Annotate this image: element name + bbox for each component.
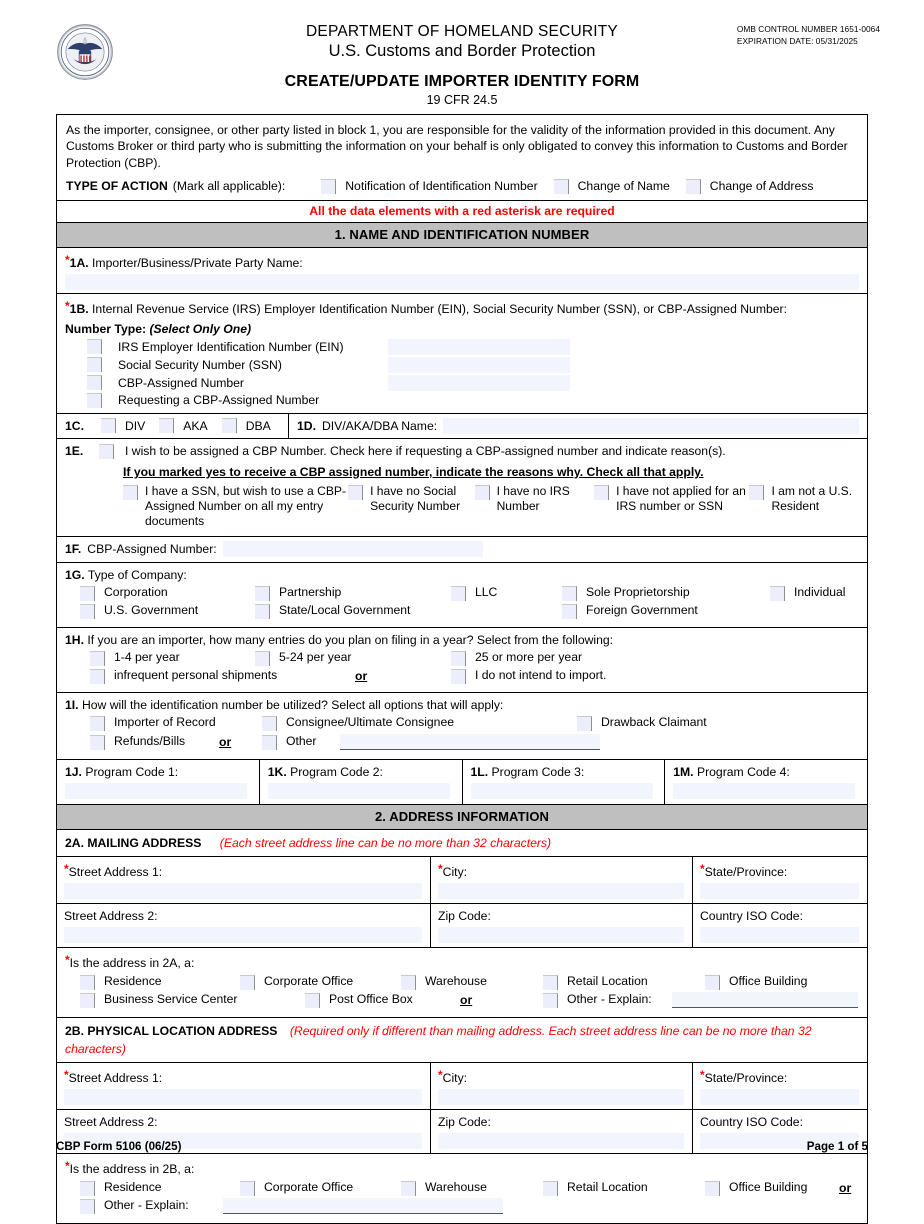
addr2b-other [80, 1198, 189, 1214]
label-1-4-per-year: 1-4 per year [114, 649, 180, 664]
label-div: DIV [124, 418, 146, 433]
label-individual: Individual [794, 584, 846, 599]
checkbox-infrequent-personal-shipments[interactable] [90, 669, 105, 684]
agency-line-2: U.S. Customs and Border Protection [328, 42, 596, 60]
checkbox-foreign-government[interactable] [562, 604, 577, 619]
label-reason-not-us-resident: I am not a U.S. Resident [771, 483, 853, 514]
label-1i-or: or [219, 734, 232, 749]
input-1m-program-code-4[interactable] [673, 783, 855, 799]
entries-25-or-more [451, 650, 582, 666]
number-type-option-ein [65, 339, 859, 355]
use-other [262, 734, 316, 750]
checkbox-change-of-name[interactable] [554, 179, 569, 194]
label-us-government: U.S. Government [104, 602, 199, 617]
input-1f-cbp-assigned-number[interactable] [223, 541, 483, 557]
label-2b-residence: Residence [104, 1179, 162, 1194]
field-1m-program-code-4 [665, 760, 867, 804]
label-reason-not-applied: I have not applied for an IRS number or SSN [616, 483, 746, 514]
checkbox-1-4-per-year[interactable] [90, 651, 105, 666]
required-asterisk: * [65, 298, 70, 313]
label-ssn: Social Security Number (SSN) [118, 357, 282, 372]
checkbox-2b-office-building[interactable] [705, 1181, 720, 1196]
page-header [0, 0, 924, 105]
required-asterisk-notice: All the data elements with a red asterisk are required [57, 201, 867, 223]
input-cbp-assigned-number[interactable] [388, 375, 570, 391]
label-1m-num: 1M. [673, 764, 694, 779]
input-2b-city[interactable] [438, 1089, 684, 1105]
row-program-codes [57, 760, 867, 805]
action-label-notification: Notification of Identification Number [345, 179, 538, 194]
label-1e-statement: I wish to be assigned a CBP Number. Check here if requesting a CBP-assigned number and indicate reason(s). [125, 443, 726, 458]
checkbox-2b-retail-location[interactable] [543, 1181, 558, 1196]
company-type-sole-proprietorship [562, 585, 690, 601]
addr2a-warehouse [401, 974, 487, 990]
form-id: CBP Form 5106 (06/25) [56, 1140, 182, 1153]
label-2a-business-service-center: Business Service Center [104, 991, 238, 1006]
field-2b-city: *City: [431, 1063, 693, 1109]
input-2b-state[interactable] [700, 1089, 859, 1105]
field-1f-cbp-assigned-number [57, 537, 867, 563]
use-importer-of-record [90, 715, 216, 731]
label-infrequent-personal-shipments: infrequent personal shipments [114, 667, 278, 682]
field-2a-zip [431, 904, 693, 947]
field-1h-entries-per-year [57, 628, 867, 693]
checkbox-25-or-more-per-year[interactable] [451, 651, 466, 666]
checkbox-state-local-government[interactable] [255, 604, 270, 619]
label-partnership: Partnership [279, 584, 342, 599]
checkbox-ssn[interactable] [87, 357, 102, 372]
checkbox-2a-retail-location[interactable] [543, 975, 558, 990]
label-2a-residence: Residence [104, 973, 162, 988]
input-ein[interactable] [388, 339, 570, 355]
checkbox-llc[interactable] [451, 586, 466, 601]
input-1i-other[interactable] [340, 734, 600, 750]
label-cbp-assigned-number: CBP-Assigned Number [118, 375, 244, 390]
input-1j-program-code-1[interactable] [65, 783, 247, 799]
label-2a-zip: Zip Code: [438, 908, 491, 923]
label-foreign-government: Foreign Government [586, 602, 698, 617]
addr2b-office-building [705, 1180, 807, 1196]
label-2b-other: Other - Explain: [104, 1197, 189, 1212]
addr2a-corporate-office [240, 974, 353, 990]
label-1h-text: If you are an importer, how many entries do you plan on filing in a year? Select from the following: [87, 632, 614, 647]
field-2a-state: *State/Province: [693, 857, 867, 903]
label-reason-no-irs: I have no IRS Number [496, 483, 570, 514]
label-reason-no-ssn: I have no Social Security Number [370, 483, 461, 514]
type-of-action-sub: (Mark all applicable): [172, 179, 286, 194]
addr2a-post-office-box [305, 992, 413, 1008]
input-1l-program-code-3[interactable] [471, 783, 653, 799]
input-2a-state[interactable] [700, 883, 859, 899]
field-1e-cbp-number-request [57, 439, 867, 537]
label-2b-country: Country ISO Code: [700, 1114, 803, 1129]
label-2a-warehouse: Warehouse [425, 973, 487, 988]
label-2b-type-question: Is the address in 2B, a: [69, 1161, 195, 1176]
company-type-llc [451, 585, 497, 601]
checkbox-cbp-assigned-number[interactable] [87, 375, 102, 390]
company-type-state-local-government [255, 603, 410, 619]
label-2a-corporate-office: Corporate Office [264, 973, 354, 988]
required-asterisk: * [65, 252, 70, 267]
field-2b-state: *State/Province: [693, 1063, 867, 1109]
label-requesting-cbp-assigned-number: Requesting a CBP-Assigned Number [118, 393, 320, 408]
input-ssn[interactable] [388, 357, 570, 373]
label-2a-type-question: Is the address in 2A, a: [69, 955, 195, 970]
checkbox-sole-proprietorship[interactable] [562, 586, 577, 601]
label-importer-of-record: Importer of Record [114, 714, 216, 729]
label-1h-or: or [355, 668, 368, 683]
addr2a-retail-location [543, 974, 648, 990]
label-state-local-government: State/Local Government [279, 602, 411, 617]
label-2a-street1: Street Address 1: [68, 864, 163, 879]
label-2b-note: (Required only if different than mailing address. Each street address line can be no more than 32 characters) [65, 1023, 812, 1056]
label-2a-retail-location: Retail Location [567, 973, 648, 988]
label-2b-street2: Street Address 2: [64, 1114, 158, 1129]
label-reason-ssn-but-cbp: I have a SSN, but wish to use a CBP-Assigned Number on all my entry documents [145, 483, 346, 529]
label-1k-text: Program Code 2: [290, 764, 383, 779]
label-2b-city: City: [442, 1070, 468, 1085]
checkbox-reason-ssn-but-cbp[interactable] [123, 485, 138, 500]
checkbox-2a-warehouse[interactable] [401, 975, 416, 990]
label-2b-corporate-office: Corporate Office [264, 1179, 354, 1194]
label-1k-num: 1K. [267, 764, 287, 779]
input-2a-street2[interactable] [64, 927, 422, 943]
checkbox-reason-no-ssn[interactable] [348, 485, 363, 500]
checkbox-corporation[interactable] [80, 586, 95, 601]
reason-option-ssn-but-cbp [123, 484, 348, 530]
label-sole-proprietorship: Sole Proprietorship [586, 584, 690, 599]
label-2a-city: City: [442, 864, 468, 879]
label-2b-retail-location: Retail Location [567, 1179, 648, 1194]
label-do-not-intend-to-import: I do not intend to import. [475, 667, 607, 682]
checkbox-aka[interactable] [159, 418, 174, 433]
addr2a-business-service-center [80, 992, 237, 1008]
checkbox-5-24-per-year[interactable] [255, 651, 270, 666]
checkbox-change-of-address[interactable] [686, 179, 701, 194]
label-2a-street2: Street Address 2: [64, 908, 158, 923]
2b-type-options [65, 1180, 859, 1218]
label-number-type-hint: (Select Only One) [149, 321, 252, 336]
label-corporation: Corporation [104, 584, 168, 599]
omb-expiration: EXPIRATION DATE: 05/31/2025 [736, 35, 858, 46]
field-1j-program-code-1 [57, 760, 260, 804]
label-1b-text: Internal Revenue Service (IRS) Employer Identification Number (EIN), Social Security Number (SSN), or CBP-Assigned Number: [92, 301, 787, 316]
1g-options [65, 585, 859, 623]
entries-5-24 [255, 650, 352, 666]
agency-line-1: DEPARTMENT OF HOMELAND SECURITY [306, 23, 618, 40]
field-2a-country [693, 904, 867, 947]
checkbox-reason-no-irs[interactable] [475, 485, 490, 500]
row-2a-address-line-1 [57, 857, 867, 904]
action-label-change-of-name: Change of Name [577, 179, 670, 194]
input-2a-other-explain[interactable] [672, 992, 858, 1008]
2a-type-options [65, 974, 859, 1012]
checkbox-2a-residence[interactable] [80, 975, 95, 990]
label-2b-zip: Zip Code: [438, 1114, 491, 1129]
form-body [56, 114, 868, 1224]
number-type-option-requesting-cbp [65, 393, 859, 408]
label-1g-num: 1G. [65, 567, 85, 582]
input-2a-city[interactable] [438, 883, 684, 899]
label-1i-text: How will the identification number be utilized? Select all options that will apply: [81, 697, 504, 712]
checkbox-div[interactable] [101, 418, 116, 433]
checkbox-consignee-ultimate-consignee[interactable] [262, 716, 277, 731]
number-type-option-cbp-assigned [65, 375, 859, 391]
checkbox-us-government[interactable] [80, 604, 95, 619]
checkbox-individual[interactable] [770, 586, 785, 601]
checkbox-refunds-bills[interactable] [90, 735, 105, 750]
field-1c-div-aka-dba [57, 414, 289, 438]
1h-options [65, 650, 859, 688]
number-type-option-ssn [65, 357, 859, 373]
label-1f-text: CBP-Assigned Number: [87, 541, 217, 556]
label-1a-num: 1A. [69, 255, 89, 270]
entries-do-not-intend [451, 668, 606, 684]
addr2b-warehouse [401, 1180, 487, 1196]
label-2a-office-building: Office Building [729, 973, 808, 988]
label-1l-num: 1L. [470, 764, 489, 779]
type-of-action-row [57, 176, 867, 200]
1i-options [65, 715, 859, 755]
row-2a-address-line-2 [57, 904, 867, 948]
form-title: CREATE/UPDATE IMPORTER IDENTITY FORM [284, 73, 640, 90]
company-type-us-government [80, 603, 198, 619]
addr2b-corporate-office [240, 1180, 353, 1196]
heading-2a-mailing-address [57, 830, 867, 857]
checkbox-2a-corporate-office[interactable] [240, 975, 255, 990]
label-1i-num: 1I. [65, 697, 79, 712]
label-other-use: Other [286, 733, 317, 748]
reason-option-no-irs [475, 484, 595, 530]
label-ein: IRS Employer Identification Number (EIN) [118, 339, 344, 354]
label-1b-num: 1B. [69, 301, 89, 316]
label-1c-num: 1C. [65, 418, 84, 433]
checkbox-other-use[interactable] [262, 735, 277, 750]
label-1e-instruction: If you marked yes to receive a CBP assigned number, indicate the reasons why. Check all that apply. [123, 464, 704, 479]
label-5-24-per-year: 5-24 per year [279, 649, 352, 664]
label-1h-num: 1H. [65, 632, 84, 647]
field-1l-program-code-3 [463, 760, 666, 804]
label-dba: DBA [245, 418, 271, 433]
field-2a-city: *City: [431, 857, 693, 903]
label-1g-text: Type of Company: [87, 567, 187, 582]
label-1a-text: Importer/Business/Private Party Name: [92, 255, 303, 270]
use-refunds-bills [90, 734, 185, 750]
checkbox-requesting-cbp-assigned-number[interactable] [87, 393, 102, 408]
field-2a-address-type: *Is the address in 2A, a: Residence Corporate Office Warehouse Retail Location Office Building Business Service Center Post Office Box or Other - Explain: [57, 948, 867, 1018]
field-2b-address-type: *Is the address in 2B, a: Residence Corporate Office Warehouse Retail Location Office Building or Other - Explain: [57, 1154, 867, 1223]
field-2b-street1: *Street Address 1: [57, 1063, 431, 1109]
page-number: Page 1 of 5 [806, 1140, 868, 1153]
checkbox-reason-not-us-resident[interactable] [749, 485, 764, 500]
field-2a-street1: *Street Address 1: [57, 857, 431, 903]
label-25-or-more-per-year: 25 or more per year [475, 649, 583, 664]
input-2a-country[interactable] [700, 927, 859, 943]
field-1k-program-code-2 [260, 760, 463, 804]
label-2b-warehouse: Warehouse [425, 1179, 487, 1194]
addr2a-residence [80, 974, 162, 990]
use-consignee [262, 715, 454, 731]
input-1a-importer-name[interactable] [65, 274, 859, 290]
addr2b-residence [80, 1180, 162, 1196]
label-1j-num: 1J. [65, 764, 82, 779]
checkbox-2b-residence[interactable] [80, 1181, 95, 1196]
field-1a-importer-name [57, 248, 867, 294]
omb-number: OMB CONTROL NUMBER 1651-0064 [736, 24, 880, 34]
row-1c-1d [57, 414, 867, 439]
field-1b-identification-number [57, 294, 867, 414]
label-llc: LLC [475, 584, 498, 599]
omb-block [737, 24, 880, 47]
label-2a-other: Other - Explain: [567, 991, 652, 1006]
label-2a-country: Country ISO Code: [700, 908, 803, 923]
label-2b-state: State/Province: [704, 1070, 788, 1085]
checkbox-dba[interactable] [222, 418, 237, 433]
label-consignee-ultimate-consignee: Consignee/Ultimate Consignee [286, 714, 455, 729]
checkbox-ein[interactable] [87, 339, 102, 354]
entries-1-4 [90, 650, 180, 666]
label-1l-text: Program Code 3: [491, 764, 585, 779]
company-type-individual [770, 585, 846, 601]
label-2a-note: (Each street address line can be no more than 32 characters) [219, 835, 552, 850]
label-1m-text: Program Code 4: [696, 764, 790, 779]
label-2a-heading: 2A. MAILING ADDRESS [65, 835, 202, 850]
field-1d-div-aka-dba-name [289, 414, 867, 438]
label-2b-or: or [839, 1180, 852, 1195]
label-1d-text: DIV/AKA/DBA Name: [321, 418, 438, 433]
label-drawback-claimant: Drawback Claimant [601, 714, 707, 729]
label-number-type: Number Type: [65, 321, 147, 336]
page-footer [56, 1140, 868, 1153]
reason-option-not-us-resident [749, 484, 859, 530]
label-1j-text: Program Code 1: [85, 764, 179, 779]
checkbox-2a-other[interactable] [543, 993, 558, 1008]
input-1d-div-aka-dba-name[interactable] [443, 418, 859, 434]
input-2b-street1[interactable] [64, 1089, 422, 1105]
intro-block [57, 115, 867, 201]
checkbox-notification-of-identification-number[interactable] [321, 179, 336, 194]
checkbox-drawback-claimant[interactable] [577, 716, 592, 731]
row-2b-address-line-1 [57, 1063, 867, 1110]
label-1e-num: 1E. [65, 443, 84, 458]
use-drawback-claimant [577, 715, 707, 731]
checkbox-2b-other[interactable] [80, 1199, 95, 1214]
label-2b-office-building: Office Building [729, 1179, 808, 1194]
label-2b-heading: 2B. PHYSICAL LOCATION ADDRESS [65, 1023, 278, 1038]
checkbox-2a-office-building[interactable] [705, 975, 720, 990]
label-1f-num: 1F. [65, 541, 82, 556]
label-aka: AKA [183, 418, 208, 433]
action-label-change-of-address: Change of Address [709, 179, 814, 194]
reason-option-no-ssn [348, 484, 474, 530]
label-1d-num: 1D. [297, 418, 316, 433]
intro-paragraph: As the importer, consignee, or other party listed in block 1, you are responsible for the validity of the information provided in this document. Any Customs Broker or third party who is submitting the information on your behalf is only obligated to convey this information to Customs and Border Protection (CBP). [66, 123, 848, 170]
section-1-header: 1. NAME AND IDENTIFICATION NUMBER [57, 223, 867, 248]
label-2a-state: State/Province: [704, 864, 788, 879]
entries-infrequent [90, 668, 277, 684]
section-2-header: 2. ADDRESS INFORMATION [57, 805, 867, 830]
company-type-corporation [80, 585, 168, 601]
checkbox-importer-of-record[interactable] [90, 716, 105, 731]
addr2a-other [543, 992, 652, 1008]
label-2a-or: or [460, 992, 473, 1007]
heading-2b-physical-location-address [57, 1018, 867, 1063]
label-refunds-bills: Refunds/Bills [114, 733, 186, 748]
label-2b-street1: Street Address 1: [68, 1070, 163, 1085]
input-2a-zip[interactable] [438, 927, 684, 943]
cfr-reference: 19 CFR 24.5 [426, 93, 498, 107]
type-of-action-label: TYPE OF ACTION [66, 179, 168, 194]
checkbox-2b-warehouse[interactable] [401, 1181, 416, 1196]
company-type-partnership [255, 585, 341, 601]
label-2a-post-office-box: Post Office Box [329, 991, 413, 1006]
checkbox-1e-wish-cbp-number[interactable] [99, 444, 114, 459]
input-2a-street1[interactable] [64, 883, 422, 899]
1e-reason-options [65, 484, 859, 530]
field-2a-street2 [57, 904, 431, 947]
checkbox-partnership[interactable] [255, 586, 270, 601]
company-type-foreign-government [562, 603, 698, 619]
reason-option-not-applied [594, 484, 749, 530]
checkbox-do-not-intend-to-import[interactable] [451, 669, 466, 684]
field-1i-number-utilization [57, 693, 867, 760]
checkbox-2a-post-office-box[interactable] [305, 993, 320, 1008]
checkbox-2a-business-service-center[interactable] [80, 993, 95, 1008]
input-1k-program-code-2[interactable] [268, 783, 450, 799]
addr2a-office-building [705, 974, 807, 990]
input-2b-other-explain[interactable] [223, 1198, 503, 1214]
field-1g-type-of-company [57, 563, 867, 628]
checkbox-reason-not-applied[interactable] [594, 485, 609, 500]
addr2b-retail-location [543, 1180, 648, 1196]
checkbox-2b-corporate-office[interactable] [240, 1181, 255, 1196]
